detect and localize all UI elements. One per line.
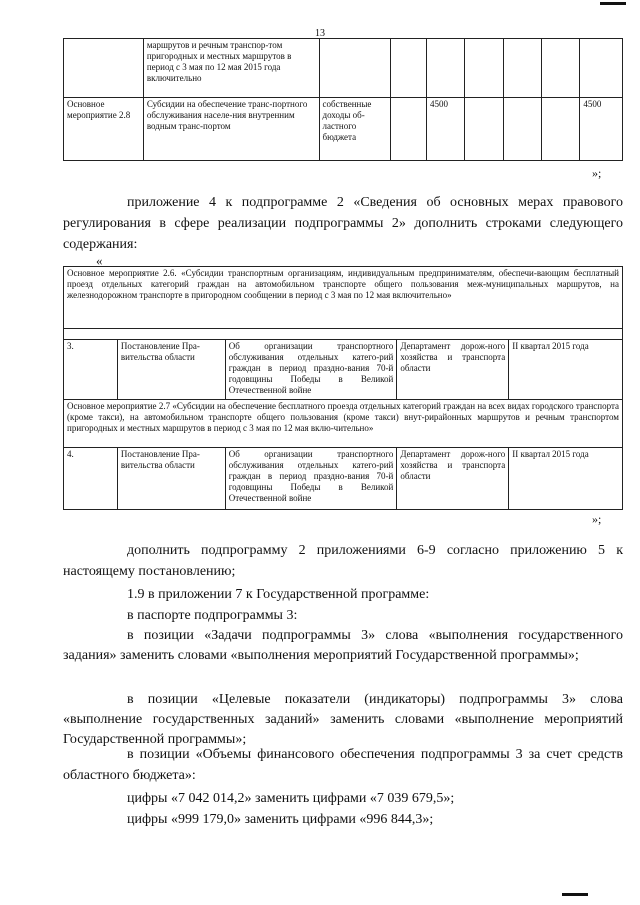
table-row bbox=[64, 267, 623, 329]
row-number: 4. bbox=[64, 448, 118, 510]
table-cell-name: маршрутов и речным транспор-том пригородных и местных маршрутов в период с 3 мая по 12 мая 2015 года включительно bbox=[143, 39, 319, 98]
table-row bbox=[64, 340, 623, 400]
table-cell-source: собственные доходы об-ластного бюджета bbox=[319, 98, 390, 161]
row-number: 3. bbox=[64, 340, 118, 400]
document-type: Постановление Пра-вительства области bbox=[117, 340, 225, 400]
document-title: Об организации транспортного обслуживания отдельных катего-рий граждан в период праздно-вания 70-й годовщины Победы в Великой Отечественной войне bbox=[225, 340, 397, 400]
paragraph: в позиции «Задачи подпрограммы 3» слова «выполнения государственного задания» заменить словами «выполнения мероприятий Государственной программы»; bbox=[63, 628, 623, 663]
table-cell-total: 4500 bbox=[580, 98, 623, 161]
paragraph-appendix-4: приложение 4 к подпрограмме 2 «Сведения об основных мерах правового регулирования в сфере реализации подпрограммы 2» дополнить строками следующего содержания: bbox=[63, 195, 623, 252]
document-type: Постановление Пра-вительства области bbox=[117, 448, 225, 510]
table-row bbox=[64, 98, 623, 161]
responsible-department: Департамент дорож-ного хозяйства и транспорта области bbox=[397, 340, 509, 400]
closing-quote: »; bbox=[592, 512, 602, 526]
measures-table bbox=[63, 266, 623, 510]
paragraph: цифры «999 179,0» заменить цифрами «996 844,3»; bbox=[127, 812, 434, 827]
table-row bbox=[64, 448, 623, 510]
adoption-term: II квартал 2015 года bbox=[509, 340, 623, 400]
table-row bbox=[64, 329, 623, 340]
table-cell-event: Основное мероприятие 2.8 bbox=[64, 98, 144, 161]
closing-quote: »; bbox=[592, 166, 602, 180]
paragraph: 1.9 в приложении 7 к Государственной программе: bbox=[127, 587, 430, 602]
scan-mark bbox=[600, 2, 626, 5]
budget-table bbox=[63, 38, 623, 161]
table-cell-name: Субсидии на обеспечение транс-портного обслуживания населе-ния внутренним водным транс-портом bbox=[143, 98, 319, 161]
paragraph: в позиции «Объемы финансового обеспечения подпрограммы 3 за счет средств областного бюджета»: bbox=[63, 747, 623, 783]
paragraph: в паспорте подпрограммы 3: bbox=[127, 608, 298, 623]
section-header: Основное мероприятие 2.6. «Субсидии транспортным организациям, индивидуальным предпринимателям, обеспечи-вающим бесплатный проезд отдельных категорий граждан на автомобильном транспорте общего пользования меж-муниципальных маршрутов, на железнодорожном транспорте в пригородном сообщении в период с 3 мая по 12 мая включительно» bbox=[64, 267, 623, 329]
table-cell-amount: 4500 bbox=[427, 98, 465, 161]
opening-quote: « bbox=[96, 253, 103, 268]
table-row bbox=[64, 39, 623, 98]
adoption-term: II квартал 2015 года bbox=[509, 448, 623, 510]
paragraph: дополнить подпрограмму 2 приложениями 6-9 согласно приложению 5 к настоящему постановлению; bbox=[63, 543, 623, 579]
page-number: 13 bbox=[315, 28, 325, 39]
document-title: Об организации транспортного обслуживания отдельных катего-рий граждан в период праздно-вания 70-й годовщины Победы в Великой Отечественной войне bbox=[225, 448, 397, 510]
table-row bbox=[64, 400, 623, 448]
section-header: Основное мероприятие 2.7 «Субсидии на обеспечение бесплатного проезда отдельных категорий граждан на всех видах городского транспорта (кроме такси), на автомобильном транспорте общего пользования (кроме такси) внут-рирайонных маршрутов и речным транспортом пригородных и местных маршрутов в период с 3 мая по 12 мая вклю-чительно» bbox=[64, 400, 623, 448]
responsible-department: Департамент дорож-ного хозяйства и транспорта области bbox=[397, 448, 509, 510]
scan-mark bbox=[562, 893, 588, 896]
paragraph: цифры «7 042 014,2» заменить цифрами «7 039 679,5»; bbox=[127, 791, 455, 806]
paragraph: в позиции «Целевые показатели (индикаторы) подпрограммы 3» слова «выполнение государственных заданий» заменить словами «выполнение мероприятий Государственной программы»; bbox=[63, 692, 623, 747]
